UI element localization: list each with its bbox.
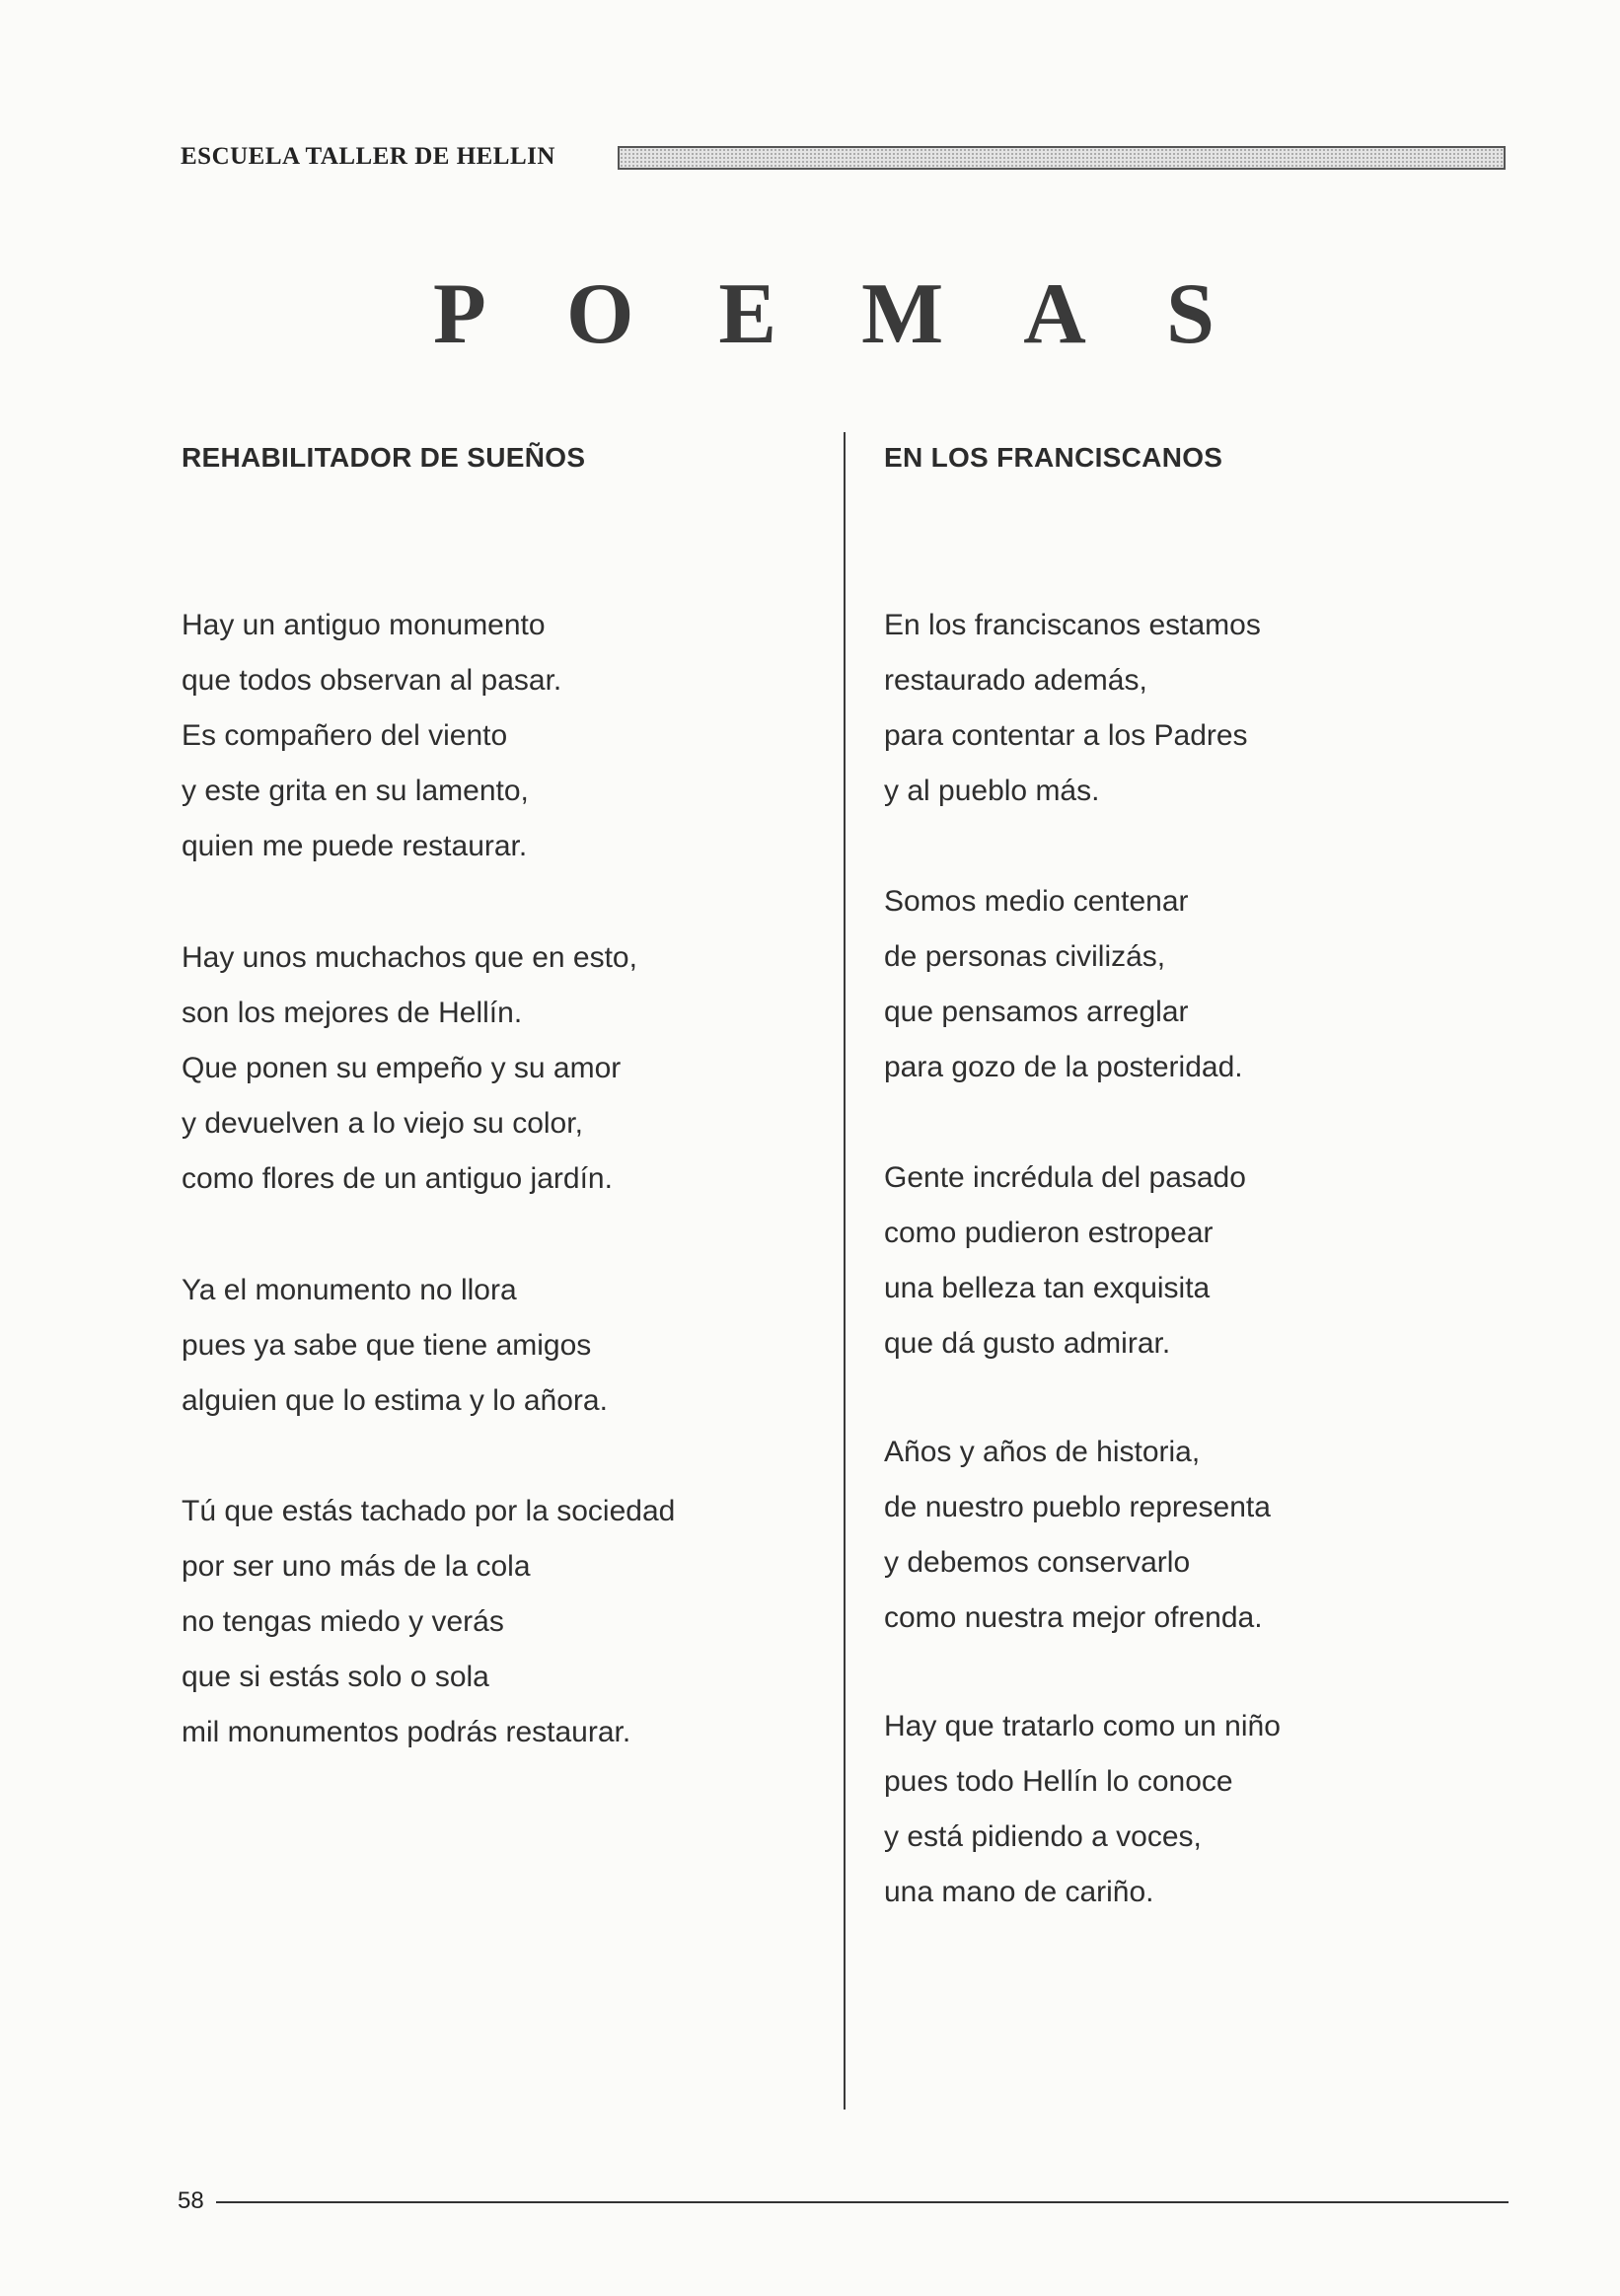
header-label: ESCUELA TALLER DE HELLIN	[181, 143, 555, 170]
verse-line: Hay unos muchachos que en esto,	[182, 941, 637, 974]
stanza	[884, 1425, 1271, 1646]
verse-line: Hay que tratarlo como un niño	[884, 1710, 1281, 1742]
verse-line: Hay un antiguo monumento	[182, 609, 546, 641]
poem-title: REHABILITADOR DE SUEÑOS	[182, 442, 586, 473]
verse-line: alguien que lo estima y lo añora.	[182, 1384, 608, 1417]
verse-line: pues ya sabe que tiene amigos	[182, 1329, 592, 1362]
stanza	[884, 874, 1243, 1095]
verse-line: y debemos conservarlo	[884, 1546, 1191, 1579]
verse-line: para gozo de la posteridad.	[884, 1051, 1243, 1083]
stanza	[182, 930, 637, 1207]
stanza	[884, 1699, 1281, 1920]
verse-line: por ser uno más de la cola	[182, 1550, 531, 1583]
stanza	[884, 598, 1261, 819]
verse-line: que si estás solo o sola	[182, 1661, 489, 1693]
verse-line: quien me puede restaurar.	[182, 830, 528, 862]
verse-line: no tengas miedo y verás	[182, 1605, 504, 1638]
stanza	[182, 1263, 608, 1429]
verse-line: y está pidiendo a voces,	[884, 1820, 1202, 1853]
verse-line: para contentar a los Padres	[884, 719, 1248, 752]
verse-line: Que ponen su empeño y su amor	[182, 1052, 622, 1084]
stanza	[884, 1150, 1246, 1371]
verse-line: Gente incrédula del pasado	[884, 1161, 1246, 1194]
column-divider	[844, 432, 846, 2110]
verse-line: Somos medio centenar	[884, 885, 1189, 918]
poem-title: EN LOS FRANCISCANOS	[884, 442, 1223, 473]
verse-line: Años y años de historia,	[884, 1436, 1201, 1468]
verse-line: y devuelven a lo viejo su color,	[182, 1107, 583, 1140]
verse-line: que pensamos arreglar	[884, 996, 1189, 1028]
verse-line: Es compañero del viento	[182, 719, 508, 752]
verse-line: En los franciscanos estamos	[884, 609, 1261, 641]
verse-line: de nuestro pueblo representa	[884, 1491, 1271, 1523]
verse-line: y este grita en su lamento,	[182, 775, 529, 807]
verse-line: que dá gusto admirar.	[884, 1327, 1171, 1360]
verse-line: pues todo Hellín lo conoce	[884, 1765, 1233, 1798]
page-title: P O E M A S	[433, 266, 1246, 362]
verse-line: de personas civilizás,	[884, 940, 1166, 973]
verse-line: Ya el monumento no llora	[182, 1274, 517, 1306]
page-number: 58	[178, 2187, 204, 2214]
verse-line: una belleza tan exquisita	[884, 1272, 1211, 1304]
verse-line: una mano de cariño.	[884, 1876, 1154, 1908]
stanza	[182, 598, 561, 874]
verse-line: mil monumentos podrás restaurar.	[182, 1716, 631, 1748]
verse-line: Tú que estás tachado por la sociedad	[182, 1495, 676, 1527]
verse-line: como nuestra mejor ofrenda.	[884, 1601, 1263, 1634]
footer-rule	[216, 2201, 1509, 2203]
verse-line: que todos observan al pasar.	[182, 664, 562, 697]
header-pattern-bar	[618, 146, 1506, 170]
verse-line: son los mejores de Hellín.	[182, 997, 523, 1029]
verse-line: restaurado además,	[884, 664, 1147, 697]
verse-line: y al pueblo más.	[884, 775, 1100, 807]
stanza	[182, 1484, 675, 1760]
verse-line: como pudieron estropear	[884, 1217, 1214, 1249]
verse-line: como flores de un antiguo jardín.	[182, 1162, 613, 1195]
